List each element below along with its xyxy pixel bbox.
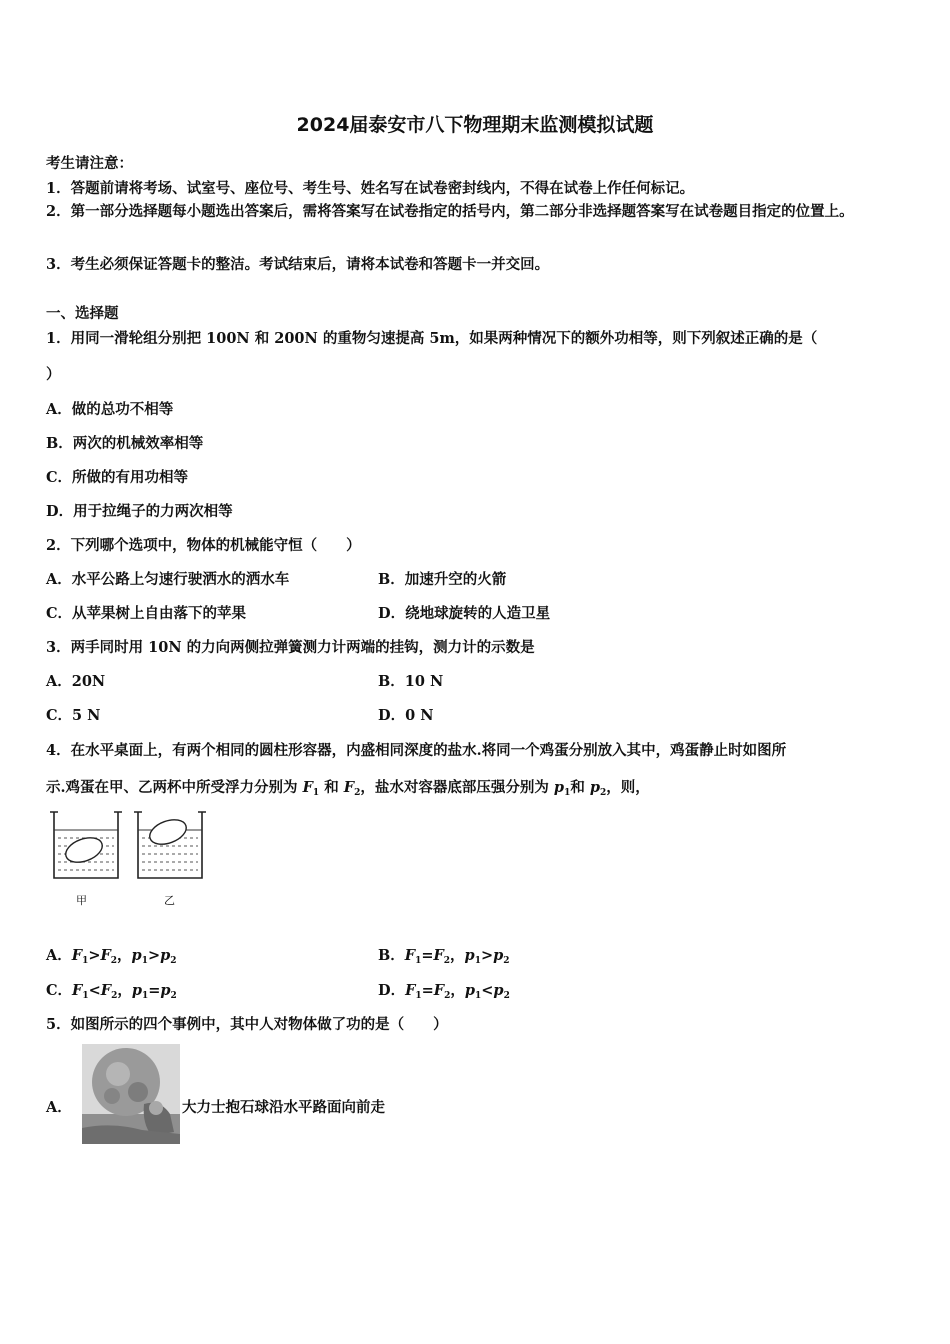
beaker-yi (134, 812, 206, 878)
q4-d-letter: D． (378, 982, 406, 999)
question-4-option-b: B．$F_1=F_2$，$p_1>p_2$ (378, 947, 510, 966)
beakers-figure (46, 808, 216, 908)
question-2-stem: 2．下列哪个选项中，物体的机械能守恒（ ） (46, 537, 361, 554)
question-2-option-c: C．从苹果树上自由落下的苹果 (46, 605, 247, 622)
beaker-jia (50, 812, 122, 878)
question-2-option-b: B．加速升空的火箭 (378, 571, 507, 588)
strongman-stone-ball-photo (82, 1044, 180, 1144)
notice-heading: 考生请注意： (46, 155, 133, 172)
beaker-label-jia: 甲 (76, 894, 87, 907)
question-1-option-a: A．做的总功不相等 (46, 401, 174, 418)
q4-text-e: 和 (570, 779, 585, 796)
question-3-stem: 3．两手同时用 10N 的力向两侧拉弹簧测力计两端的挂钩，测力计的示数是 (46, 639, 535, 656)
question-4-option-a: A．$F_1>F_2$，$p_1>p_2$ (46, 947, 177, 966)
question-2-option-a: A．水平公路上匀速行驶洒水的洒水车 (46, 571, 290, 588)
question-4-option-c: C．$F_1<F_2$，$p_1=p_2$ (46, 982, 177, 1001)
question-1-stem: 1．用同一滑轮组分别把 100N 和 200N 的重物匀速提高 5m，如果两种情况下的额外功相等，则下列叙述正确的是（ (46, 330, 818, 347)
question-2-option-d: D．绕地球旋转的人造卫星 (378, 605, 551, 622)
question-1-option-b: B．两次的机械效率相等 (46, 435, 204, 452)
question-1-option-c: C．所做的有用功相等 (46, 469, 189, 486)
q4-c-letter: C． (46, 982, 73, 999)
question-3-option-d: D．0 N (378, 707, 434, 724)
question-1-option-d: D．用于拉绳子的力两次相等 (46, 503, 233, 520)
question-4-stem-line-2: 示.鸡蛋在甲、乙两杯中所受浮力分别为 $F_1$ 和 $F_2$，盐水对容器底部压强分别为 $p_1$和 $p_2$，则， (46, 779, 650, 798)
question-3-option-b: B．10 N (378, 673, 444, 690)
notice-item-3: 3．考生必须保证答题卡的整洁。考试结束后，请将本试卷和答题卡一并交回。 (46, 256, 550, 273)
question-5-option-a-text: 大力士抱石球沿水平路面向前走 (182, 1099, 385, 1116)
beakers-drawing (46, 808, 216, 883)
q4-text-b: 示.鸡蛋在甲、乙两杯中所受浮力分别为 (46, 779, 298, 796)
question-3-option-a: A．20N (46, 673, 106, 690)
question-4-stem-line-1: 4．在水平桌面上，有两个相同的圆柱形容器，内盛相同深度的盐水.将同一个鸡蛋分别放入其中，鸡蛋静止时如图所 (46, 742, 787, 759)
page-title: 2024届泰安市八下物理期末监测模拟试题 (296, 114, 654, 136)
question-1-stem-end: ） (46, 366, 61, 383)
q4-text-f: ，则， (606, 779, 650, 796)
question-5-stem: 5．如图所示的四个事例中，其中人对物体做了功的是（ ） (46, 1016, 448, 1033)
question-5-option-a-letter: A． (46, 1099, 72, 1116)
question-4-option-d: D．$F_1=F_2$，$p_1<p_2$ (378, 982, 510, 1001)
q4-text-c: 和 (324, 779, 339, 796)
section-heading: 一、选择题 (46, 305, 119, 322)
question-3-option-c: C．5 N (46, 707, 101, 724)
notice-item-2: 2．第一部分选择题每小题选出答案后，需将答案写在试卷指定的括号内，第二部分非选择题答案写在试卷题目指定的位置上。 (46, 203, 854, 220)
notice-item-1: 1．答题前请将考场、试室号、座位号、考生号、姓名写在试卷密封线内，不得在试卷上作任何标记。 (46, 180, 695, 197)
beaker-label-yi: 乙 (164, 894, 175, 907)
q4-text-d: ，盐水对容器底部压强分别为 (360, 779, 549, 796)
q4-a-letter: A． (46, 947, 72, 964)
q4-b-letter: B． (378, 947, 405, 964)
